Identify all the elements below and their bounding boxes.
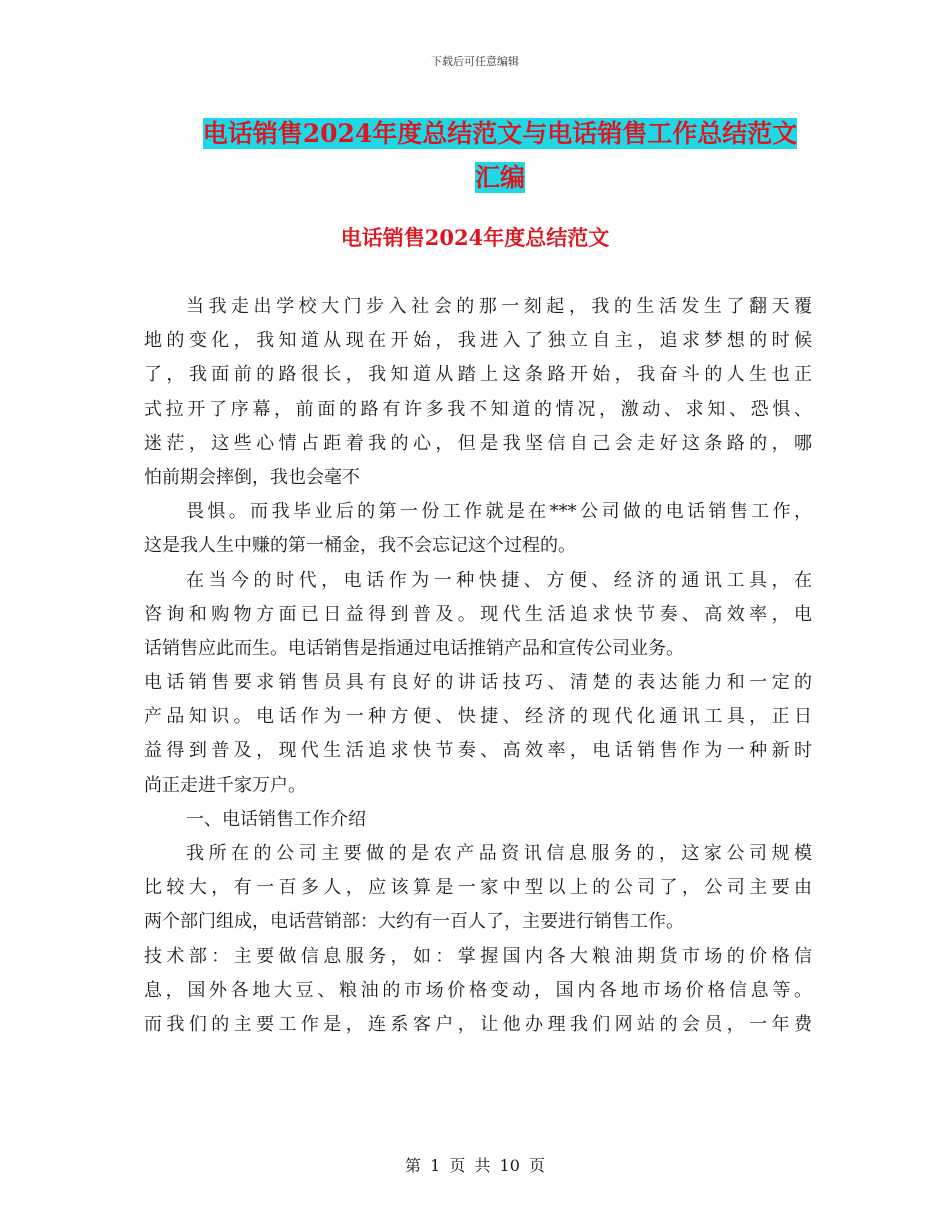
body-line: 式拉开了序幕，前面的路有许多我不知道的情况，激动、求知、恐惧、 [144,398,812,420]
body-line: 话销售应此而生。电话销售是指通过电话推销产品和宣传公司业务。 [144,637,684,659]
body-line: 而我们的主要工作是，连系客户，让他办理我们网站的会员，一年费 [144,1013,812,1035]
body-text [144,290,812,1042]
body-line: 产品知识。电话作为一种方便、快捷、经济的现代化通讯工具，正日 [144,706,812,728]
body-line: 尚正走进千家万户。 [144,774,306,796]
body-line: 我所在的公司主要做的是农产品资讯信息服务的，这家公司规模 [186,843,812,864]
body-line: 咨询和购物方面已日益得到普及。现代生活追求快节奏、高效率，电 [144,603,812,625]
body-line: 一、电话销售工作介绍 [186,808,366,830]
body-line: 当我走出学校大门步入社会的那一刻起，我的生活发生了翻天覆 [186,296,812,317]
body-line: 地的变化，我知道从现在开始，我进入了独立自主，追求梦想的时候 [144,330,812,352]
body-line: 这是我人生中赚的第一桶金，我不会忘记这个过程的。 [144,535,576,557]
body-line: 在当今的时代，电话作为一种快捷、方便、经济的通讯工具，在 [186,569,812,591]
body-line: 电话销售要求销售员具有良好的讲话技巧、清楚的表达能力和一定的 [144,672,812,694]
body-line: 畏惧。而我毕业后的第一份工作就是在***公司做的电话销售工作， [186,501,812,523]
page-footer: 第 1 页 共 10 页 [405,1156,545,1175]
body-line: 比较大，有一百多人，应该算是一家中型以上的公司了，公司主要由 [144,877,812,899]
title-line-1-text: 电话销售2024年度总结范文与电话销售工作总结范文 [202,119,798,148]
document-title [150,112,850,200]
section-title: 电话销售2024年度总结范文 [340,225,610,250]
header-note: 下载后可任意编辑 [431,55,519,68]
body-line: 益得到普及，现代生活追求快节奏、高效率，电话销售作为一种新时 [144,740,812,762]
body-line: 技术部：主要做信息服务，如：掌握国内各大粮油期货市场的价格信 [144,945,812,967]
body-line: 息，国外各地大豆、粮油的市场价格变动，国内各地市场价格信息等。 [144,979,812,1001]
body-line: 两个部门组成，电话营销部：大约有一百人了，主要进行销售工作。 [144,911,684,933]
body-line: 怕前期会摔倒，我也会毫不 [144,466,360,488]
title-line-1 [150,112,850,156]
body-line: 迷茫，这些心情占距着我的心，但是我坚信自己会走好这条路的，哪 [144,432,812,454]
title-line-2 [150,156,850,200]
body-line: 了，我面前的路很长，我知道从踏上这条路开始，我奋斗的人生也正 [144,364,812,386]
title-line-2-text: 汇编 [474,163,525,192]
